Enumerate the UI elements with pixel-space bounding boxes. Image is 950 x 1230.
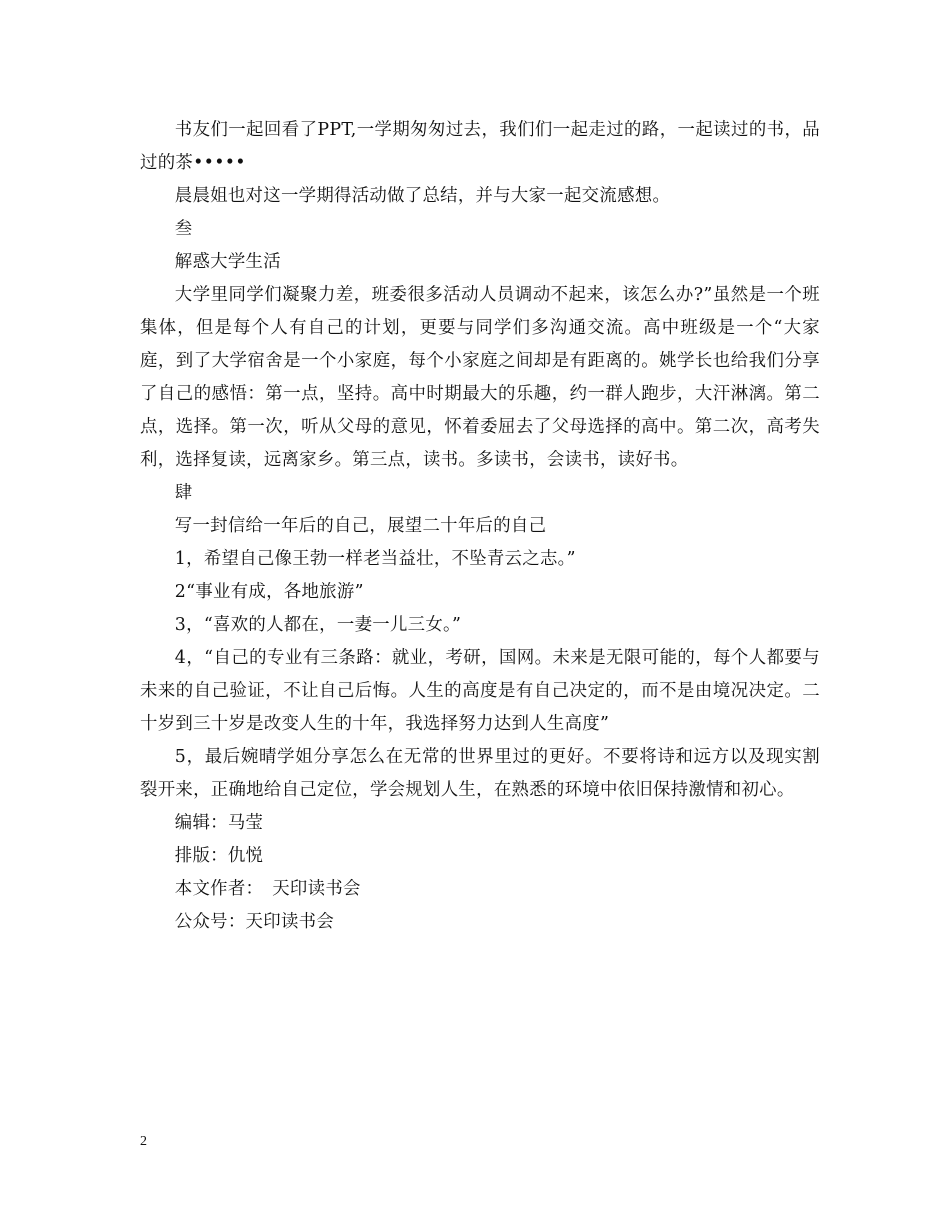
document-body [140, 114, 820, 939]
section-title-college-life: 解惑大学生活 [174, 252, 281, 272]
list-item-4: 4，“自己的专业有三条路：就业，考研，国网。未来是无限可能的，每个人都要与未来的自己验证，不让自己后悔。人生的高度是有自己决定的，而不是由境况决定。二十岁到三十岁是改变人生的十年，我选择努力达到人生高度” [140, 648, 820, 734]
list-item-3: 3，“喜欢的人都在，一妻一儿三女。” [174, 615, 462, 635]
credit-author: 本文作者： 天印读书会 [174, 879, 361, 899]
list-item-5: 5，最后婉晴学姐分享怎么在无常的世界里过的更好。不要将诗和远方以及现实割裂开来，正确地给自己定位，学会规划人生，在熟悉的环境中依旧保持激情和初心。 [140, 747, 820, 800]
credit-editor: 编辑：马莹 [174, 813, 264, 833]
list-item-1: 1，希望自己像王勃一样老当益壮，不坠青云之志。” [174, 549, 576, 569]
paragraph-college-life: 大学里同学们凝聚力差，班委很多活动人员调动不起来，该怎么办?”虽然是一个班集体，但是每个人有自己的计划，更要与同学们多沟通交流。高中班级是一个“大家庭，到了大学宿舍是一个小家庭，每个小家庭之间却是有距离的。姚学长也给我们分享了自己的感悟：第一点，坚持。高中时期最大的乐趣，约一群人跑步，大汗淋漓。第二点，选择。第一次，听从父母的意见，怀着委屈去了父母选择的高中。第二次，高考失利，选择复读，远离家乡。第三点，读书。多读书，会读书，读好书。 [140, 285, 820, 470]
section-heading-three: 叁 [174, 219, 193, 239]
section-heading-four: 肆 [174, 483, 193, 503]
section-title-letter: 写一封信给一年后的自己，展望二十年后的自己 [174, 516, 547, 536]
page-number: 2 [140, 1134, 147, 1149]
credit-layout: 排版：仇悦 [174, 846, 264, 866]
paragraph-ppt-review: 书友们一起回看了PPT,一学期匆匆过去，我们们一起走过的路，一起读过的书，品过的茶••••• [140, 120, 820, 173]
credit-public-account: 公众号：天印读书会 [174, 912, 335, 932]
list-item-2: 2“事业有成，各地旅游” [174, 582, 364, 602]
paragraph-summary: 晨晨姐也对这一学期得活动做了总结，并与大家一起交流感想。 [174, 186, 671, 206]
